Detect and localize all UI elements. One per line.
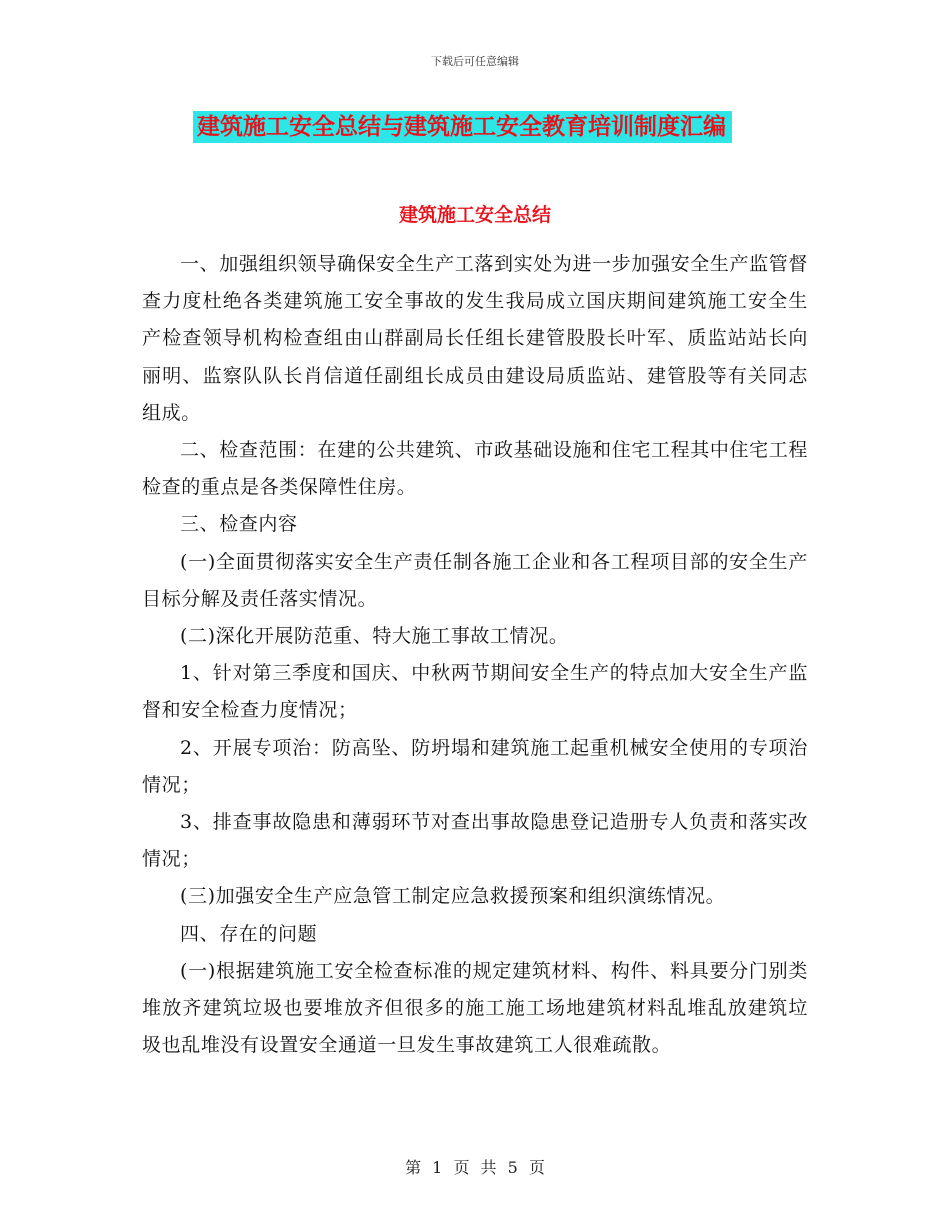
- paragraph: 一、加强组织领导确保安全生产工落到实处为进一步加强安全生产监管督查力度杜绝各类建筑施工安全事故的发生我局成立国庆期间建筑施工安全生产检查领导机构检查组由山群副局长任组长建管股股长叶军、质监站站长向丽明、监察队队长肖信道任副组长成员由建设局质监站、建管股等有关同志组成。: [142, 253, 808, 424]
- paragraph: (三)加强安全生产应急管工制定应急救援预案和组织演练情况。: [180, 885, 726, 908]
- document-title: 建筑施工安全总结与建筑施工安全教育培训制度汇编: [193, 111, 732, 143]
- paragraph: 2、开展专项治：防高坠、防坍塌和建筑施工起重机械安全使用的专项治情况；: [142, 736, 808, 796]
- paragraph: (二)深化开展防范重、特大施工事故工情况。: [180, 625, 569, 648]
- document-body: [142, 246, 808, 1064]
- paragraph: 1、针对第三季度和国庆、中秋两节期间安全生产的特点加大安全生产监督和安全检查力度情况；: [142, 662, 808, 722]
- paragraph: 二、检查范围：在建的公共建筑、市政基础设施和住宅工程其中住宅工程检查的重点是各类保障性住房。: [142, 439, 808, 499]
- paragraph: 三、检查内容: [180, 513, 298, 536]
- paragraph: (一)全面贯彻落实安全生产责任制各施工企业和各工程项目部的安全生产目标分解及责任落实情况。: [142, 550, 808, 610]
- paragraph: 3、排查事故隐患和薄弱环节对查出事故隐患登记造册专人负责和落实改情况；: [142, 811, 808, 871]
- paragraph: (一)根据建筑施工安全检查标准的规定建筑材料、构件、料具要分门别类堆放齐建筑垃圾也要堆放齐但很多的施工施工场地建筑材料乱堆乱放建筑垃圾也乱堆没有设置安全通道一旦发生事故建筑工人很难疏散。: [142, 959, 808, 1057]
- page-footer: 第 1 页 共 5 页: [405, 1158, 545, 1177]
- header-note: 下载后可任意编辑: [431, 55, 519, 68]
- section-title: 建筑施工安全总结: [398, 204, 551, 226]
- paragraph: 四、存在的问题: [180, 922, 318, 945]
